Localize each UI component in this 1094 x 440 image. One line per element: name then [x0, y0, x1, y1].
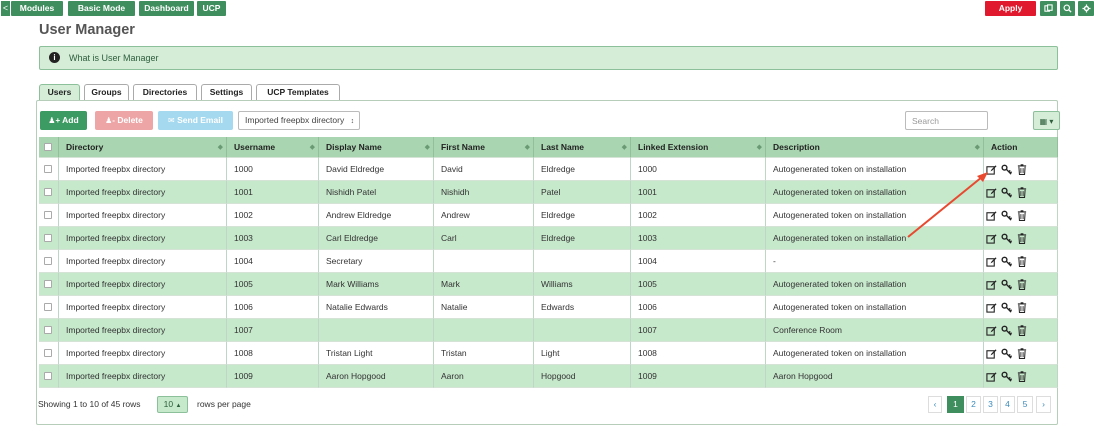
tab-settings[interactable]: Settings — [201, 84, 252, 100]
table-row[interactable] — [39, 365, 1058, 388]
cell-description: Conference Room — [766, 319, 984, 342]
key-icon[interactable] — [1001, 256, 1013, 267]
trash-icon[interactable] — [1017, 279, 1027, 290]
row-checkbox[interactable] — [44, 211, 52, 219]
cell-directory: Imported freepbx directory — [59, 181, 227, 204]
search-input[interactable] — [905, 111, 988, 130]
cell-first-name: Tristan — [434, 342, 534, 365]
cell-display-name — [319, 319, 434, 342]
tab-groups[interactable]: Groups — [84, 84, 129, 100]
trash-icon[interactable] — [1017, 348, 1027, 359]
info-text[interactable]: What is User Manager — [69, 53, 159, 63]
header-first-name[interactable] — [434, 137, 534, 158]
cell-linked-extension: 1001 — [631, 181, 766, 204]
header-description[interactable] — [766, 137, 984, 158]
row-checkbox-cell[interactable] — [39, 342, 59, 365]
search-icon[interactable] — [1060, 1, 1075, 16]
cell-last-name: Eldredge — [534, 227, 631, 250]
apply-config-button[interactable]: Apply Config — [985, 1, 1036, 16]
cell-description: Autogenerated token on installation — [766, 204, 984, 227]
cell-display-name: Carl Eldredge — [319, 227, 434, 250]
row-checkbox[interactable] — [44, 234, 52, 242]
table-header-row — [39, 137, 1058, 158]
page-size-dropdown[interactable] — [157, 396, 188, 413]
row-checkbox[interactable] — [44, 188, 52, 196]
cell-action — [984, 273, 1058, 296]
basic-mode-button[interactable]: Basic Mode — [68, 1, 135, 16]
row-checkbox[interactable] — [44, 280, 52, 288]
cell-directory: Imported freepbx directory — [59, 342, 227, 365]
cell-description: Autogenerated token on installation — [766, 342, 984, 365]
cell-display-name: David Eldredge — [319, 158, 434, 181]
cell-display-name: Nishidh Patel — [319, 181, 434, 204]
cell-action — [984, 319, 1058, 342]
cell-action — [984, 227, 1058, 250]
rows-per-page-label: rows per page — [197, 399, 251, 409]
cell-first-name: Mark — [434, 273, 534, 296]
cell-linked-extension: 1006 — [631, 296, 766, 319]
tab-users[interactable]: Users — [39, 84, 80, 100]
edit-icon[interactable] — [986, 302, 997, 313]
table-row[interactable] — [39, 204, 1058, 227]
cell-linked-extension: 1000 — [631, 158, 766, 181]
edit-icon[interactable] — [986, 210, 997, 221]
cell-last-name: Hopgood — [534, 365, 631, 388]
row-checkbox[interactable] — [44, 349, 52, 357]
cell-username: 1009 — [227, 365, 319, 388]
key-icon[interactable] — [1001, 302, 1013, 313]
table-row[interactable] — [39, 319, 1058, 342]
trash-icon[interactable] — [1017, 210, 1027, 221]
cell-username: 1002 — [227, 204, 319, 227]
add-label: Add — [62, 115, 79, 125]
checkbox-box[interactable] — [44, 143, 52, 151]
edit-icon[interactable] — [986, 325, 997, 336]
row-checkbox[interactable] — [44, 257, 52, 265]
cell-action — [984, 181, 1058, 204]
table-row[interactable] — [39, 296, 1058, 319]
delete-label: Delete — [117, 115, 143, 125]
table-row[interactable] — [39, 227, 1058, 250]
header-label: Action — [991, 142, 1018, 152]
cell-description: Autogenerated token on installation — [766, 273, 984, 296]
cell-last-name: Edwards — [534, 296, 631, 319]
trash-icon[interactable] — [1017, 302, 1027, 313]
cell-username: 1004 — [227, 250, 319, 273]
sort-icon: ◆ — [756, 144, 762, 151]
cell-linked-extension: 1005 — [631, 273, 766, 296]
header-display-name[interactable] — [319, 137, 434, 158]
caret-up-icon: ▲ — [175, 403, 182, 409]
header-label: Linked Extension — [638, 142, 709, 152]
cell-directory: Imported freepbx directory — [59, 296, 227, 319]
cell-directory: Imported freepbx directory — [59, 204, 227, 227]
table-row[interactable] — [39, 250, 1058, 273]
key-icon[interactable] — [1001, 279, 1013, 290]
chevron-left-icon[interactable]: < — [1, 1, 10, 16]
page-5-button[interactable]: 5 — [1017, 396, 1033, 413]
cell-last-name: Light — [534, 342, 631, 365]
cell-action — [984, 250, 1058, 273]
cell-last-name — [534, 319, 631, 342]
table-row[interactable] — [39, 273, 1058, 296]
cell-action — [984, 342, 1058, 365]
columns-toggle-button[interactable] — [1033, 111, 1060, 130]
cell-action — [984, 158, 1058, 181]
send-email-label: Send Email — [177, 115, 223, 125]
updown-icon: ↕ — [350, 118, 355, 125]
copy-icon[interactable] — [1040, 1, 1057, 16]
key-icon[interactable] — [1001, 371, 1013, 382]
page-prev-button[interactable]: ‹ — [928, 396, 942, 413]
header-label: Display Name — [326, 142, 382, 152]
cell-action — [984, 296, 1058, 319]
remove-user-icon: ♟- — [105, 116, 115, 125]
cell-username: 1006 — [227, 296, 319, 319]
row-checkbox-cell[interactable] — [39, 181, 59, 204]
row-checkbox-cell[interactable] — [39, 273, 59, 296]
pagination-summary: Showing 1 to 10 of 45 rows — [38, 399, 141, 409]
table-row[interactable] — [39, 181, 1058, 204]
sort-icon: ◆ — [217, 144, 223, 151]
key-icon[interactable] — [1001, 348, 1013, 359]
sort-icon: ◆ — [424, 144, 430, 151]
top-bar — [0, 0, 1094, 28]
edit-icon[interactable] — [986, 371, 997, 382]
send-email-button[interactable] — [158, 111, 233, 130]
tab-ucp-templates[interactable]: UCP Templates — [256, 84, 340, 100]
cell-directory: Imported freepbx directory — [59, 365, 227, 388]
trash-icon[interactable] — [1017, 233, 1027, 244]
cell-username: 1003 — [227, 227, 319, 250]
gear-icon[interactable] — [1078, 1, 1094, 16]
page-size-value: 10 — [163, 399, 174, 409]
header-label: Description — [773, 142, 820, 152]
page-4-button[interactable]: 4 — [1000, 396, 1015, 413]
cell-linked-extension: 1003 — [631, 227, 766, 250]
trash-icon[interactable] — [1017, 371, 1027, 382]
ucp-button[interactable]: UCP — [197, 1, 226, 16]
row-checkbox-cell[interactable] — [39, 158, 59, 181]
header-directory[interactable] — [59, 137, 227, 158]
select-all-checkbox[interactable] — [39, 137, 59, 158]
envelope-icon: ✉ — [168, 116, 175, 125]
cell-first-name: Carl — [434, 227, 534, 250]
header-label: Username — [234, 142, 276, 152]
cell-linked-extension: 1009 — [631, 365, 766, 388]
cell-last-name: Williams — [534, 273, 631, 296]
cell-username: 1007 — [227, 319, 319, 342]
cell-description: Autogenerated token on installation — [766, 296, 984, 319]
modules-button[interactable]: Modules — [11, 1, 63, 16]
cell-linked-extension: 1002 — [631, 204, 766, 227]
info-icon: i — [49, 52, 60, 63]
directory-select[interactable] — [238, 111, 360, 130]
info-panel[interactable] — [39, 46, 1058, 70]
cell-directory: Imported freepbx directory — [59, 158, 227, 181]
cell-directory: Imported freepbx directory — [59, 250, 227, 273]
cell-username: 1001 — [227, 181, 319, 204]
cell-action — [984, 365, 1058, 388]
cell-description: Autogenerated token on installation — [766, 158, 984, 181]
directory-select-value: Imported freepbx directory — [245, 115, 345, 125]
cell-last-name: Patel — [534, 181, 631, 204]
cell-description: Autogenerated token on installation — [766, 181, 984, 204]
row-checkbox-cell[interactable] — [39, 319, 59, 342]
cell-directory: Imported freepbx directory — [59, 319, 227, 342]
row-checkbox-cell[interactable] — [39, 204, 59, 227]
cell-username: 1000 — [227, 158, 319, 181]
page-3-button[interactable]: 3 — [983, 396, 998, 413]
cell-first-name: Natalie — [434, 296, 534, 319]
key-icon[interactable] — [1001, 233, 1013, 244]
row-checkbox-cell[interactable] — [39, 365, 59, 388]
row-checkbox[interactable] — [44, 165, 52, 173]
dashboard-button[interactable]: Dashboard — [139, 1, 194, 16]
header-last-name[interactable] — [534, 137, 631, 158]
edit-icon[interactable] — [986, 164, 997, 175]
trash-icon[interactable] — [1017, 187, 1027, 198]
row-checkbox-cell[interactable] — [39, 227, 59, 250]
cell-first-name: Nishidh — [434, 181, 534, 204]
header-label: Last Name — [541, 142, 584, 152]
header-action — [984, 137, 1058, 158]
table-row[interactable] — [39, 342, 1058, 365]
key-icon[interactable] — [1001, 210, 1013, 221]
row-checkbox-cell[interactable] — [39, 250, 59, 273]
cell-display-name: Tristan Light — [319, 342, 434, 365]
cell-linked-extension: 1004 — [631, 250, 766, 273]
header-label: Directory — [66, 142, 104, 152]
page-1-button[interactable]: 1 — [947, 396, 964, 413]
cell-description: - — [766, 250, 984, 273]
trash-icon[interactable] — [1017, 325, 1027, 336]
grid-icon: ▦ ▾ — [1039, 117, 1054, 126]
cell-display-name: Aaron Hopgood — [319, 365, 434, 388]
key-icon[interactable] — [1001, 164, 1013, 175]
cell-linked-extension: 1008 — [631, 342, 766, 365]
cell-display-name: Mark Williams — [319, 273, 434, 296]
cell-display-name: Secretary — [319, 250, 434, 273]
cell-description: Autogenerated token on installation — [766, 227, 984, 250]
row-checkbox[interactable] — [44, 372, 52, 380]
cell-last-name: Eldredge — [534, 204, 631, 227]
delete-button[interactable] — [95, 111, 153, 130]
cell-username: 1008 — [227, 342, 319, 365]
cell-linked-extension: 1007 — [631, 319, 766, 342]
header-linked-extension[interactable] — [631, 137, 766, 158]
page-2-button[interactable]: 2 — [966, 396, 981, 413]
row-checkbox[interactable] — [44, 326, 52, 334]
page-next-button[interactable]: › — [1036, 396, 1051, 413]
edit-icon[interactable] — [986, 348, 997, 359]
cell-first-name: Aaron — [434, 365, 534, 388]
edit-icon[interactable] — [986, 279, 997, 290]
cell-display-name: Natalie Edwards — [319, 296, 434, 319]
tab-directories[interactable]: Directories — [133, 84, 197, 100]
header-label: First Name — [441, 142, 485, 152]
edit-icon[interactable] — [986, 256, 997, 267]
sort-icon: ◆ — [309, 144, 315, 151]
sort-icon: ◆ — [974, 144, 980, 151]
cell-display-name: Andrew Eldredge — [319, 204, 434, 227]
cell-description: Aaron Hopgood — [766, 365, 984, 388]
key-icon[interactable] — [1001, 187, 1013, 198]
sort-icon: ◆ — [621, 144, 627, 151]
add-user-icon: ♟+ — [48, 116, 61, 125]
cell-username: 1005 — [227, 273, 319, 296]
cell-first-name: Andrew — [434, 204, 534, 227]
key-icon[interactable] — [1001, 325, 1013, 336]
cell-last-name: Eldredge — [534, 158, 631, 181]
page-title: User Manager — [39, 22, 135, 38]
cell-directory: Imported freepbx directory — [59, 227, 227, 250]
cell-first-name — [434, 319, 534, 342]
cell-first-name: David — [434, 158, 534, 181]
cell-first-name — [434, 250, 534, 273]
trash-icon[interactable] — [1017, 164, 1027, 175]
trash-icon[interactable] — [1017, 256, 1027, 267]
cell-action — [984, 204, 1058, 227]
table-row[interactable] — [39, 158, 1058, 181]
cell-directory: Imported freepbx directory — [59, 273, 227, 296]
row-checkbox[interactable] — [44, 303, 52, 311]
header-username[interactable] — [227, 137, 319, 158]
sort-icon: ◆ — [524, 144, 530, 151]
row-checkbox-cell[interactable] — [39, 296, 59, 319]
cell-last-name — [534, 250, 631, 273]
edit-icon[interactable] — [986, 233, 997, 244]
edit-icon[interactable] — [986, 187, 997, 198]
add-user-button[interactable] — [40, 111, 87, 130]
